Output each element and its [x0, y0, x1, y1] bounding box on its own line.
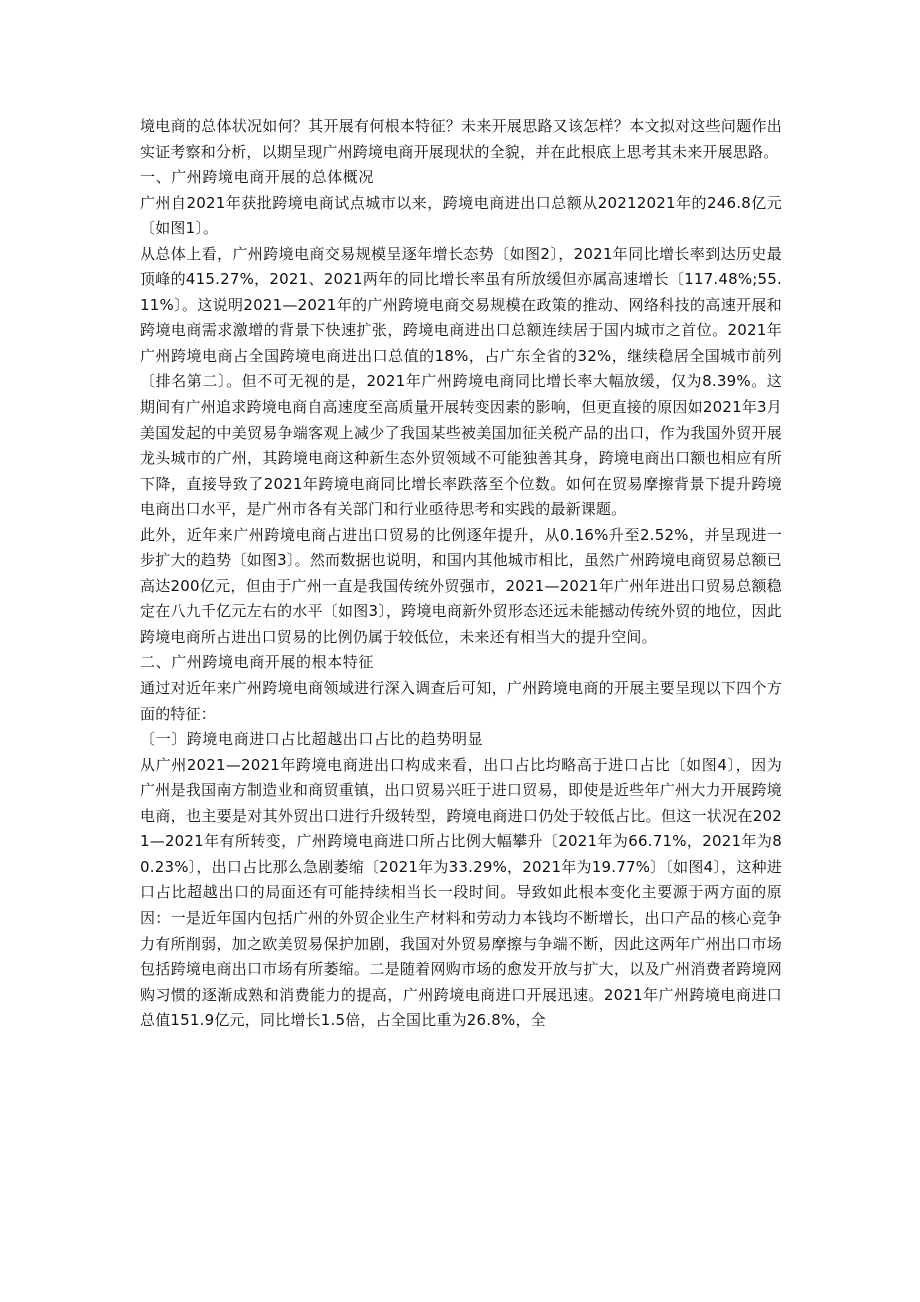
section-heading: 〔一〕跨境电商进口占比超越出口占比的趋势明显 — [140, 730, 484, 749]
section-heading: 二、广州跨境电商开展的根本特征 — [140, 653, 375, 672]
section-heading: 一、广州跨境电商开展的总体概况 — [140, 168, 375, 187]
body-paragraph: 此外，近年来广州跨境电商占进出口贸易的比例逐年提升，从0.16%升至2.52%，并呈现进一步扩大的趋势〔如图3〕。然而数据也说明，和国内其他城市相比，虽然广州跨境电商贸易总额已高达200亿元，但由于广州一直是我国传统外贸强市，2021—2021年广州年进出口贸易总额稳定在八九千亿元左右的水平〔如图3〕，跨境电商新外贸形态还远未能撼动传统外贸的地位，因此跨境电商所占进出口贸易的比例仍属于较低位，未来还有相当大的提升空间。 — [140, 525, 782, 646]
body-paragraph: 通过对近年来广州跨境电商领域进行深入调查后可知，广州跨境电商的开展主要呈现以下四个方面的特征： — [140, 679, 782, 723]
body-paragraph: 从总体上看，广州跨境电商交易规模呈逐年增长态势〔如图2〕，2021年同比增长率到达历史最顶峰的415.27%，2021、2021两年的同比增长率虽有所放缓但亦属高速增长〔117.48%;55.11%〕。这说明2021—2021年的广州跨境电商交易规模在政策的推动、网络科技的高速开展和跨境电商需求激增的背景下快速扩张，跨境电商进出口总额连续居于国内城市之首位。2021年广州跨境电商占全国跨境电商进出口总值的18%，占广东全省的32%，继续稳居全国城市前列〔排名第二〕。但不可无视的是，2021年广州跨境电商同比增长率大幅放缓，仅为8.39%。这期间有广州追求跨境电商自高速度至高质量开展转变因素的影响，但更直接的原因如2021年3月美国发起的中美贸易争端客观上减少了我国某些被美国加征关税产品的出口，作为我国外贸开展龙头城市的广州，其跨境电商这种新生态外贸领域不可能独善其身，跨境电商出口额也相应有所下降，直接导致了2021年跨境电商同比增长率跌落至个位数。如何在贸易摩擦背景下提升跨境电商出口水平，是广州市各有关部门和行业亟待思考和实践的最新课题。 — [140, 244, 782, 519]
body-paragraph: 境电商的总体状况如何？其开展有何根本特征？未来开展思路又该怎样？本文拟对这些问题作出实证考察和分析，以期呈现广州跨境电商开展现状的全貌，并在此根底上思考其未来开展思路。 — [140, 117, 782, 161]
body-paragraph: 从广州2021—2021年跨境电商进出口构成来看，出口占比均略高于进口占比〔如图4〕，因为广州是我国南方制造业和商贸重镇，出口贸易兴旺于进口贸易，即使是近些年广州大力开展跨境电商，也主要是对其外贸出口进行升级转型，跨境电商进口仍处于较低占比。但这一状况在2021—2021年有所转变，广州跨境电商进口所占比例大幅攀升〔2021年为66.71%，2021年为80.23%〕，出口占比那么急剧萎缩〔2021年为33.29%，2021年为19.77%〕〔如图4〕，这种进口占比超越出口的局面还有可能持续相当长一段时间。导致如此根本变化主要源于两方面的原因：一是近年国内包括广州的外贸企业生产材料和劳动力本钱均不断增长，出口产品的核心竞争力有所削弱，加之欧美贸易保护加剧，我国对外贸易摩擦与争端不断，因此这两年广州出口市场包括跨境电商出口市场有所萎缩。二是随着网购市场的愈发开放与扩大，以及广州消费者跨境网购习惯的逐渐成熟和消费能力的提高，广州跨境电商进口开展迅速。2021年广州跨境电商进口总值151.9亿元，同比增长1.5倍，占全国比重为26.8%，全 — [140, 755, 782, 1030]
document-body — [140, 114, 782, 1034]
body-paragraph: 广州自2021年获批跨境电商试点城市以来，跨境电商进出口总额从20212021年的246.8亿元〔如图1〕。 — [140, 193, 782, 238]
